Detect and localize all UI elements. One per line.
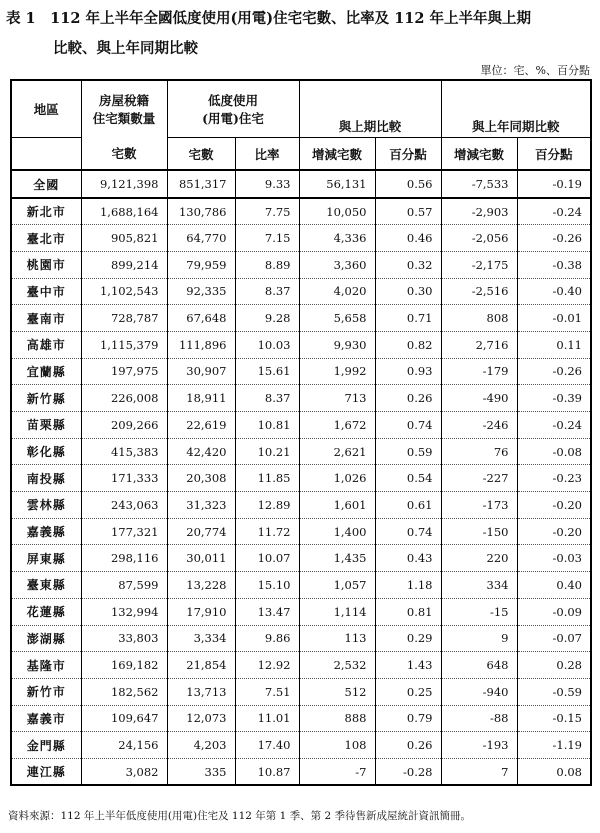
cell-prev-period-change: 5,658 bbox=[299, 305, 375, 332]
cell-tax-count: 905,821 bbox=[81, 225, 167, 252]
cell-tax-count: 33,803 bbox=[81, 625, 167, 652]
table-row bbox=[11, 225, 591, 252]
cell-tax-count: 1,688,164 bbox=[81, 198, 167, 225]
cell-prev-period-change: 10,050 bbox=[299, 198, 375, 225]
cell-tax-count: 197,975 bbox=[81, 358, 167, 385]
cell-prev-period-change: 1,601 bbox=[299, 492, 375, 519]
cell-prev-period-points: 1.18 bbox=[375, 572, 441, 599]
unit-note: 單位：宅、%、百分點 bbox=[480, 64, 590, 77]
cell-low-count: 67,648 bbox=[167, 305, 235, 332]
cell-prev-period-change: 1,400 bbox=[299, 518, 375, 545]
cell-ratio: 15.10 bbox=[235, 572, 299, 599]
cell-prev-year-points: 0.11 bbox=[517, 331, 591, 358]
cell-ratio: 8.89 bbox=[235, 251, 299, 278]
cell-prev-year-points: -0.01 bbox=[517, 305, 591, 332]
header-tax-registry bbox=[81, 80, 167, 138]
cell-ratio: 7.51 bbox=[235, 678, 299, 705]
cell-prev-year-points: -0.39 bbox=[517, 385, 591, 412]
header-tax-line-2: 住宅類數量 bbox=[92, 111, 156, 127]
cell-prev-period-change: 888 bbox=[299, 705, 375, 732]
cell-tax-count: 169,182 bbox=[81, 652, 167, 679]
cell-prev-year-points: 0.28 bbox=[517, 652, 591, 679]
cell-prev-period-points: 0.25 bbox=[375, 678, 441, 705]
cell-prev-year-change: -193 bbox=[441, 732, 517, 759]
cell-prev-year-points: -0.24 bbox=[517, 198, 591, 225]
cell-ratio: 10.07 bbox=[235, 545, 299, 572]
cell-prev-year-points: -0.03 bbox=[517, 545, 591, 572]
cell-prev-year-change: -88 bbox=[441, 705, 517, 732]
cell-ratio: 10.87 bbox=[235, 758, 299, 785]
cell-low-count: 42,420 bbox=[167, 438, 235, 465]
table-row bbox=[11, 198, 591, 225]
cell-tax-count: 226,008 bbox=[81, 385, 167, 412]
cell-prev-year-change: -2,903 bbox=[441, 198, 517, 225]
cell-low-count: 851,317 bbox=[167, 170, 235, 198]
table-row bbox=[11, 705, 591, 732]
cell-prev-year-change: 334 bbox=[441, 572, 517, 599]
cell-low-count: 20,308 bbox=[167, 465, 235, 492]
cell-prev-year-change: 2,716 bbox=[441, 331, 517, 358]
title-line-2: 比較、與上年同期比較 bbox=[53, 40, 198, 57]
table-row-national bbox=[11, 170, 591, 198]
cell-region: 臺北市 bbox=[11, 225, 81, 252]
table-title bbox=[6, 4, 596, 64]
cell-tax-count: 171,333 bbox=[81, 465, 167, 492]
cell-low-count: 21,854 bbox=[167, 652, 235, 679]
cell-prev-year-change: 648 bbox=[441, 652, 517, 679]
cell-ratio: 10.21 bbox=[235, 438, 299, 465]
cell-prev-year-points: 0.08 bbox=[517, 758, 591, 785]
cell-region: 屏東縣 bbox=[11, 545, 81, 572]
header-prev-year-points: 百分點 bbox=[517, 138, 591, 171]
cell-prev-period-points: 0.46 bbox=[375, 225, 441, 252]
header-low-usage bbox=[167, 80, 299, 138]
cell-prev-period-points: 0.74 bbox=[375, 412, 441, 439]
table-row bbox=[11, 652, 591, 679]
cell-ratio: 12.89 bbox=[235, 492, 299, 519]
cell-prev-year-change: 9 bbox=[441, 625, 517, 652]
cell-region: 苗栗縣 bbox=[11, 412, 81, 439]
cell-prev-year-change: -490 bbox=[441, 385, 517, 412]
header-prev-year-change: 增減宅數 bbox=[441, 138, 517, 171]
cell-tax-count: 132,994 bbox=[81, 598, 167, 625]
cell-prev-period-change: 113 bbox=[299, 625, 375, 652]
cell-ratio: 9.28 bbox=[235, 305, 299, 332]
cell-tax-count: 109,647 bbox=[81, 705, 167, 732]
cell-region: 臺中市 bbox=[11, 278, 81, 305]
table-row bbox=[11, 492, 591, 519]
cell-tax-count: 728,787 bbox=[81, 305, 167, 332]
cell-region: 新竹縣 bbox=[11, 385, 81, 412]
cell-prev-period-points: 0.59 bbox=[375, 438, 441, 465]
table-row bbox=[11, 465, 591, 492]
cell-region: 宜蘭縣 bbox=[11, 358, 81, 385]
cell-region: 基隆市 bbox=[11, 652, 81, 679]
table-row bbox=[11, 732, 591, 759]
cell-prev-year-change: -173 bbox=[441, 492, 517, 519]
cell-region: 全國 bbox=[11, 170, 81, 198]
cell-prev-year-change: -150 bbox=[441, 518, 517, 545]
header-low-line-2: (用電)住宅 bbox=[202, 111, 264, 126]
cell-prev-period-change: 108 bbox=[299, 732, 375, 759]
cell-tax-count: 3,082 bbox=[81, 758, 167, 785]
cell-region: 金門縣 bbox=[11, 732, 81, 759]
cell-prev-year-points: -0.38 bbox=[517, 251, 591, 278]
cell-region: 新竹市 bbox=[11, 678, 81, 705]
cell-ratio: 11.01 bbox=[235, 705, 299, 732]
cell-low-count: 64,770 bbox=[167, 225, 235, 252]
cell-prev-period-change: 1,672 bbox=[299, 412, 375, 439]
cell-low-count: 92,335 bbox=[167, 278, 235, 305]
cell-prev-year-points: -0.19 bbox=[517, 170, 591, 198]
source-note: 資料來源：112 年上半年低度使用(用電)住宅及 112 年第 1 季、第 2 季待售新成屋統計資訊簡冊。 bbox=[8, 810, 471, 822]
cell-ratio: 8.37 bbox=[235, 385, 299, 412]
cell-region: 新北市 bbox=[11, 198, 81, 225]
cell-prev-year-points: -0.15 bbox=[517, 705, 591, 732]
table-row bbox=[11, 412, 591, 439]
cell-tax-count: 177,321 bbox=[81, 518, 167, 545]
cell-prev-year-change: -2,056 bbox=[441, 225, 517, 252]
cell-ratio: 10.03 bbox=[235, 331, 299, 358]
cell-prev-year-change: 76 bbox=[441, 438, 517, 465]
table-row bbox=[11, 251, 591, 278]
cell-low-count: 12,073 bbox=[167, 705, 235, 732]
cell-region: 雲林縣 bbox=[11, 492, 81, 519]
cell-prev-year-points: -0.23 bbox=[517, 465, 591, 492]
cell-prev-period-change: 4,336 bbox=[299, 225, 375, 252]
cell-prev-year-change: 220 bbox=[441, 545, 517, 572]
cell-region: 花蓮縣 bbox=[11, 598, 81, 625]
cell-prev-year-points: -0.40 bbox=[517, 278, 591, 305]
table-row bbox=[11, 358, 591, 385]
cell-prev-year-change: -246 bbox=[441, 412, 517, 439]
title-line-1: 表 1 112 年上半年全國低度使用(用電)住宅宅數、比率及 112 年上半年與上期 bbox=[6, 10, 532, 27]
cell-prev-year-points: -0.26 bbox=[517, 225, 591, 252]
cell-prev-year-change: 808 bbox=[441, 305, 517, 332]
cell-prev-year-points: 0.40 bbox=[517, 572, 591, 599]
cell-region: 嘉義市 bbox=[11, 705, 81, 732]
cell-prev-year-points: -0.24 bbox=[517, 412, 591, 439]
cell-low-count: 130,786 bbox=[167, 198, 235, 225]
cell-ratio: 15.61 bbox=[235, 358, 299, 385]
cell-tax-count: 209,266 bbox=[81, 412, 167, 439]
cell-prev-period-points: 0.71 bbox=[375, 305, 441, 332]
cell-prev-year-change: -179 bbox=[441, 358, 517, 385]
cell-tax-count: 87,599 bbox=[81, 572, 167, 599]
table-row bbox=[11, 518, 591, 545]
cell-tax-count: 415,383 bbox=[81, 438, 167, 465]
cell-region: 嘉義縣 bbox=[11, 518, 81, 545]
cell-low-count: 17,910 bbox=[167, 598, 235, 625]
cell-ratio: 10.81 bbox=[235, 412, 299, 439]
cell-tax-count: 298,116 bbox=[81, 545, 167, 572]
cell-prev-period-change: 4,020 bbox=[299, 278, 375, 305]
cell-prev-period-change: 56,131 bbox=[299, 170, 375, 198]
header-prev-period-change: 增減宅數 bbox=[299, 138, 375, 171]
cell-prev-period-points: 0.57 bbox=[375, 198, 441, 225]
cell-prev-period-points: 0.74 bbox=[375, 518, 441, 545]
header-prev-period-spacer bbox=[299, 80, 441, 114]
cell-prev-year-points: -0.20 bbox=[517, 492, 591, 519]
cell-tax-count: 9,121,398 bbox=[81, 170, 167, 198]
cell-prev-year-points: -0.08 bbox=[517, 438, 591, 465]
cell-tax-count: 1,102,543 bbox=[81, 278, 167, 305]
cell-ratio: 7.15 bbox=[235, 225, 299, 252]
cell-prev-period-points: 0.43 bbox=[375, 545, 441, 572]
cell-ratio: 8.37 bbox=[235, 278, 299, 305]
table-row bbox=[11, 758, 591, 785]
cell-low-count: 30,907 bbox=[167, 358, 235, 385]
cell-tax-count: 1,115,379 bbox=[81, 331, 167, 358]
cell-prev-year-change: -2,516 bbox=[441, 278, 517, 305]
cell-region: 連江縣 bbox=[26, 765, 66, 780]
cell-prev-period-change: 2,621 bbox=[299, 438, 375, 465]
cell-ratio: 9.33 bbox=[235, 170, 299, 198]
header-ratio: 比率 bbox=[235, 138, 299, 171]
cell-low-count: 335 bbox=[167, 758, 235, 785]
cell-prev-period-points: 0.82 bbox=[375, 331, 441, 358]
cell-prev-year-points: -0.20 bbox=[517, 518, 591, 545]
cell-prev-period-change: 1,992 bbox=[299, 358, 375, 385]
cell-low-count: 13,228 bbox=[167, 572, 235, 599]
table-row bbox=[11, 278, 591, 305]
cell-prev-period-points: 0.30 bbox=[375, 278, 441, 305]
header-prev-period-points: 百分點 bbox=[375, 138, 441, 171]
cell-ratio: 13.47 bbox=[235, 598, 299, 625]
header-prev-period: 與上期比較 bbox=[299, 114, 441, 138]
cell-prev-year-change: 7 bbox=[441, 758, 517, 785]
table-row bbox=[11, 678, 591, 705]
cell-low-count: 22,619 bbox=[167, 412, 235, 439]
cell-tax-count: 899,214 bbox=[81, 251, 167, 278]
cell-tax-count: 243,063 bbox=[81, 492, 167, 519]
table-row bbox=[11, 545, 591, 572]
cell-prev-period-points: 0.79 bbox=[375, 705, 441, 732]
table-row bbox=[11, 438, 591, 465]
header-tax-line-1: 房屋稅籍 bbox=[98, 93, 149, 109]
table-row bbox=[11, 572, 591, 599]
cell-ratio: 12.92 bbox=[235, 652, 299, 679]
header-prev-year-spacer bbox=[441, 80, 591, 114]
cell-prev-year-points: -0.59 bbox=[517, 678, 591, 705]
cell-ratio: 11.85 bbox=[235, 465, 299, 492]
header-tax-count: 宅數 bbox=[81, 138, 167, 171]
cell-ratio: 17.40 bbox=[235, 732, 299, 759]
cell-prev-period-points: 0.93 bbox=[375, 358, 441, 385]
cell-low-count: 18,911 bbox=[167, 385, 235, 412]
cell-prev-period-points: 0.26 bbox=[375, 732, 441, 759]
header-region-blank bbox=[11, 138, 81, 171]
cell-prev-period-points: 0.81 bbox=[375, 598, 441, 625]
cell-region: 臺東縣 bbox=[11, 572, 81, 599]
header-low-count: 宅數 bbox=[167, 138, 235, 171]
cell-region: 南投縣 bbox=[11, 465, 81, 492]
cell-region: 高雄市 bbox=[11, 331, 81, 358]
cell-prev-period-change: 1,057 bbox=[299, 572, 375, 599]
table-row bbox=[11, 598, 591, 625]
cell-prev-period-change: 1,026 bbox=[299, 465, 375, 492]
cell-prev-period-change: 713 bbox=[299, 385, 375, 412]
cell-tax-count: 182,562 bbox=[81, 678, 167, 705]
table-row bbox=[11, 385, 591, 412]
cell-ratio: 11.72 bbox=[235, 518, 299, 545]
table-body bbox=[11, 170, 591, 785]
cell-prev-period-points: 0.29 bbox=[375, 625, 441, 652]
statistics-table bbox=[10, 79, 592, 786]
cell-prev-period-points: 0.54 bbox=[375, 465, 441, 492]
cell-prev-year-change: -15 bbox=[441, 598, 517, 625]
header-low-line-1: 低度使用 bbox=[207, 93, 258, 108]
table-row bbox=[11, 331, 591, 358]
cell-low-count: 4,203 bbox=[167, 732, 235, 759]
cell-tax-count: 24,156 bbox=[81, 732, 167, 759]
header-region: 地區 bbox=[11, 80, 81, 138]
cell-prev-period-points: 0.56 bbox=[375, 170, 441, 198]
cell-prev-year-points: -0.09 bbox=[517, 598, 591, 625]
cell-prev-period-points: 1.43 bbox=[375, 652, 441, 679]
cell-prev-period-points: 0.26 bbox=[375, 385, 441, 412]
cell-prev-period-change: 1,435 bbox=[299, 545, 375, 572]
cell-prev-year-points: -0.26 bbox=[517, 358, 591, 385]
cell-ratio: 7.75 bbox=[235, 198, 299, 225]
cell-low-count: 31,323 bbox=[167, 492, 235, 519]
cell-region: 臺南市 bbox=[11, 305, 81, 332]
cell-low-count: 20,774 bbox=[167, 518, 235, 545]
cell-prev-year-points: -1.19 bbox=[517, 732, 591, 759]
cell-low-count: 13,713 bbox=[167, 678, 235, 705]
cell-prev-period-points: 0.61 bbox=[375, 492, 441, 519]
cell-low-count: 30,011 bbox=[167, 545, 235, 572]
cell-low-count: 3,334 bbox=[167, 625, 235, 652]
cell-region: 澎湖縣 bbox=[11, 625, 81, 652]
cell-low-count: 79,959 bbox=[167, 251, 235, 278]
cell-prev-year-change: -940 bbox=[441, 678, 517, 705]
cell-prev-period-change: 1,114 bbox=[299, 598, 375, 625]
cell-prev-period-change: -7 bbox=[299, 758, 375, 785]
cell-prev-period-change: 512 bbox=[299, 678, 375, 705]
cell-prev-period-points: -0.28 bbox=[375, 758, 441, 785]
cell-prev-period-points: 0.32 bbox=[375, 251, 441, 278]
cell-prev-year-change: -7,533 bbox=[441, 170, 517, 198]
cell-ratio: 9.86 bbox=[235, 625, 299, 652]
cell-low-count: 111,896 bbox=[167, 331, 235, 358]
table-row bbox=[11, 305, 591, 332]
cell-prev-period-change: 2,532 bbox=[299, 652, 375, 679]
cell-region: 彰化縣 bbox=[11, 438, 81, 465]
cell-prev-period-change: 3,360 bbox=[299, 251, 375, 278]
cell-region: 桃園市 bbox=[11, 251, 81, 278]
cell-prev-year-change: -2,175 bbox=[441, 251, 517, 278]
cell-prev-period-change: 9,930 bbox=[299, 331, 375, 358]
table-row bbox=[11, 625, 591, 652]
cell-prev-year-points: -0.07 bbox=[517, 625, 591, 652]
cell-prev-year-change: -227 bbox=[441, 465, 517, 492]
header-prev-year: 與上年同期比較 bbox=[441, 114, 591, 138]
